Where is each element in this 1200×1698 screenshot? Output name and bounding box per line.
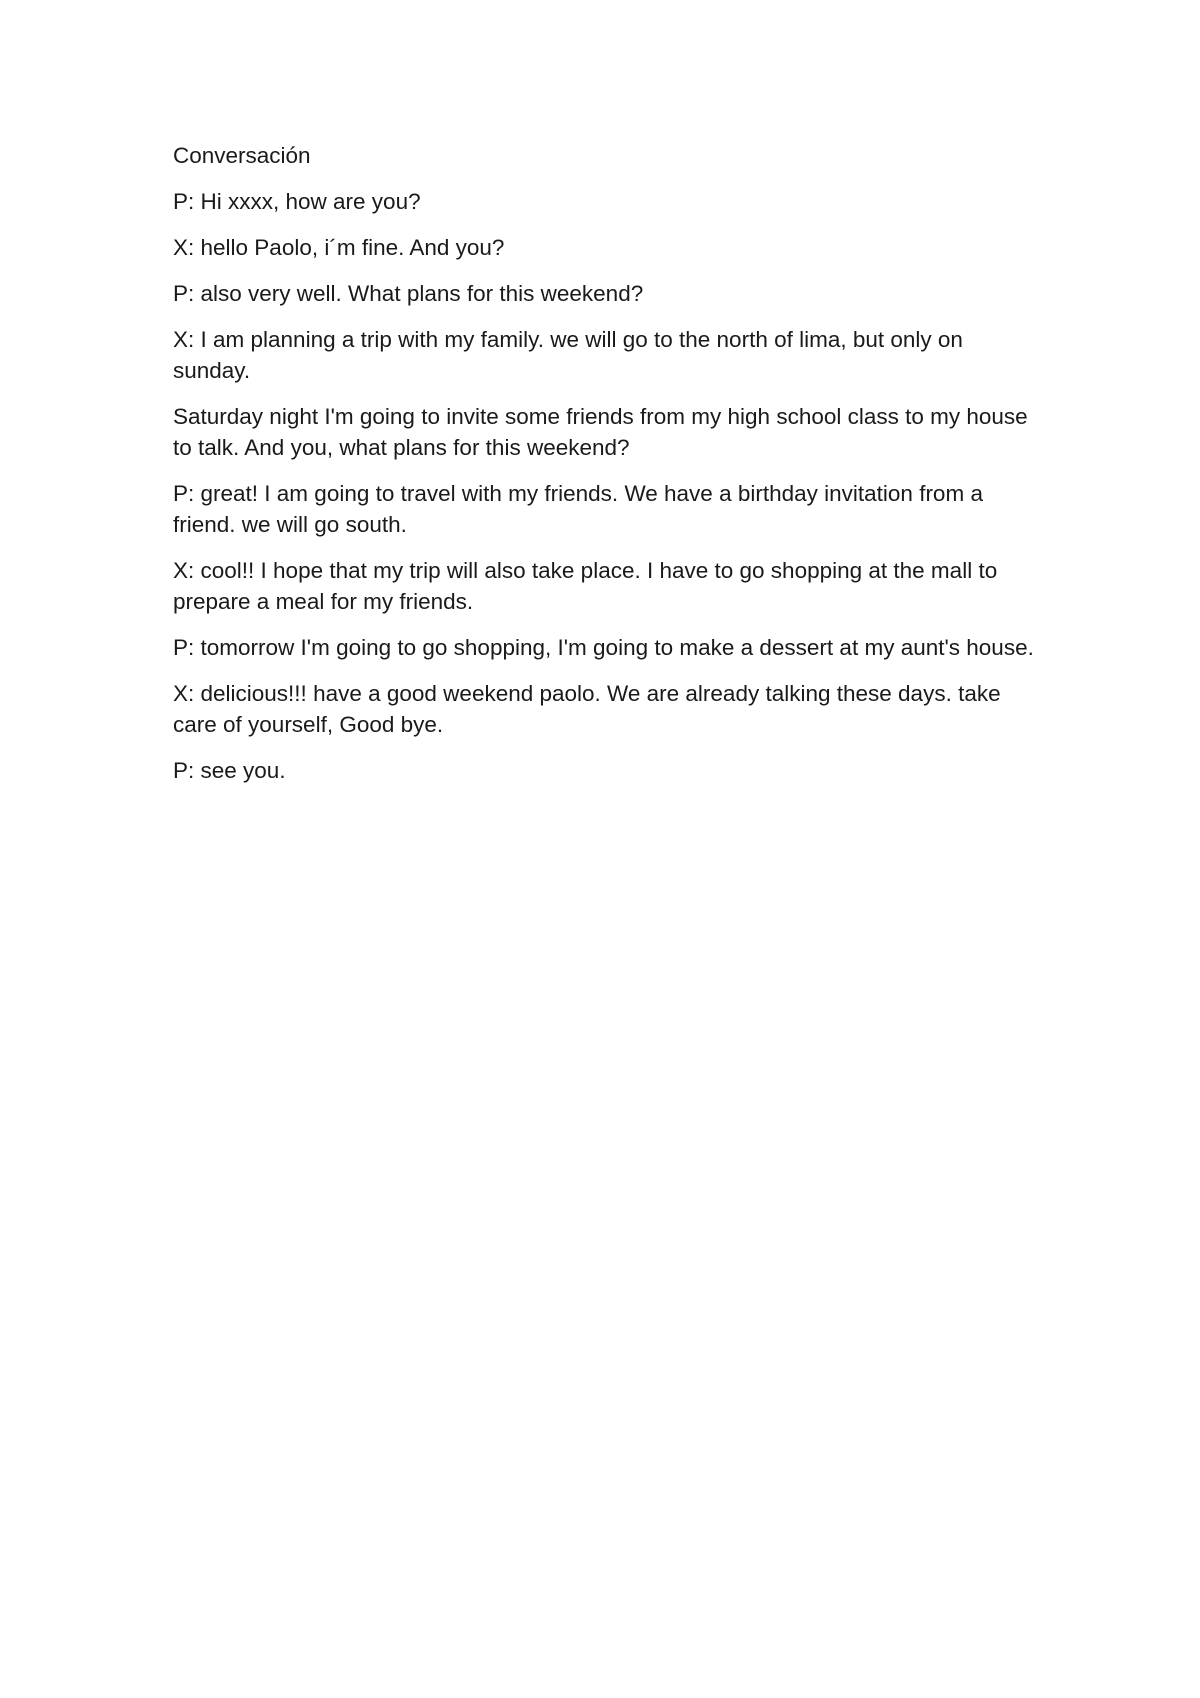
dialogue-line: P: great! I am going to travel with my friends. We have a birthday invitation from a friend. we will go south.	[173, 481, 983, 537]
dialogue-line: P: also very well. What plans for this weekend?	[173, 281, 644, 306]
dialogue-line: X: delicious!!! have a good weekend paolo. We are already talking these days. take care of yourself, Good bye.	[173, 681, 1001, 737]
dialogue-line: X: I am planning a trip with my family. we will go to the north of lima, but only on sunday.	[173, 327, 963, 383]
dialogue-line: P: tomorrow I'm going to go shopping, I'm going to make a dessert at my aunt's house.	[173, 635, 1034, 660]
document-title: Conversación	[173, 143, 311, 168]
dialogue-line: Saturday night I'm going to invite some friends from my high school class to my house to talk. And you, what plans for this weekend?	[173, 404, 1028, 460]
dialogue-line: P: Hi xxxx, how are you?	[173, 189, 421, 214]
dialogue-line: P: see you.	[173, 758, 286, 783]
document-body	[173, 140, 1041, 801]
dialogue-line: X: cool!! I hope that my trip will also take place. I have to go shopping at the mall to prepare a meal for my friends.	[173, 558, 998, 614]
dialogue-line: X: hello Paolo, i´m fine. And you?	[173, 235, 505, 260]
